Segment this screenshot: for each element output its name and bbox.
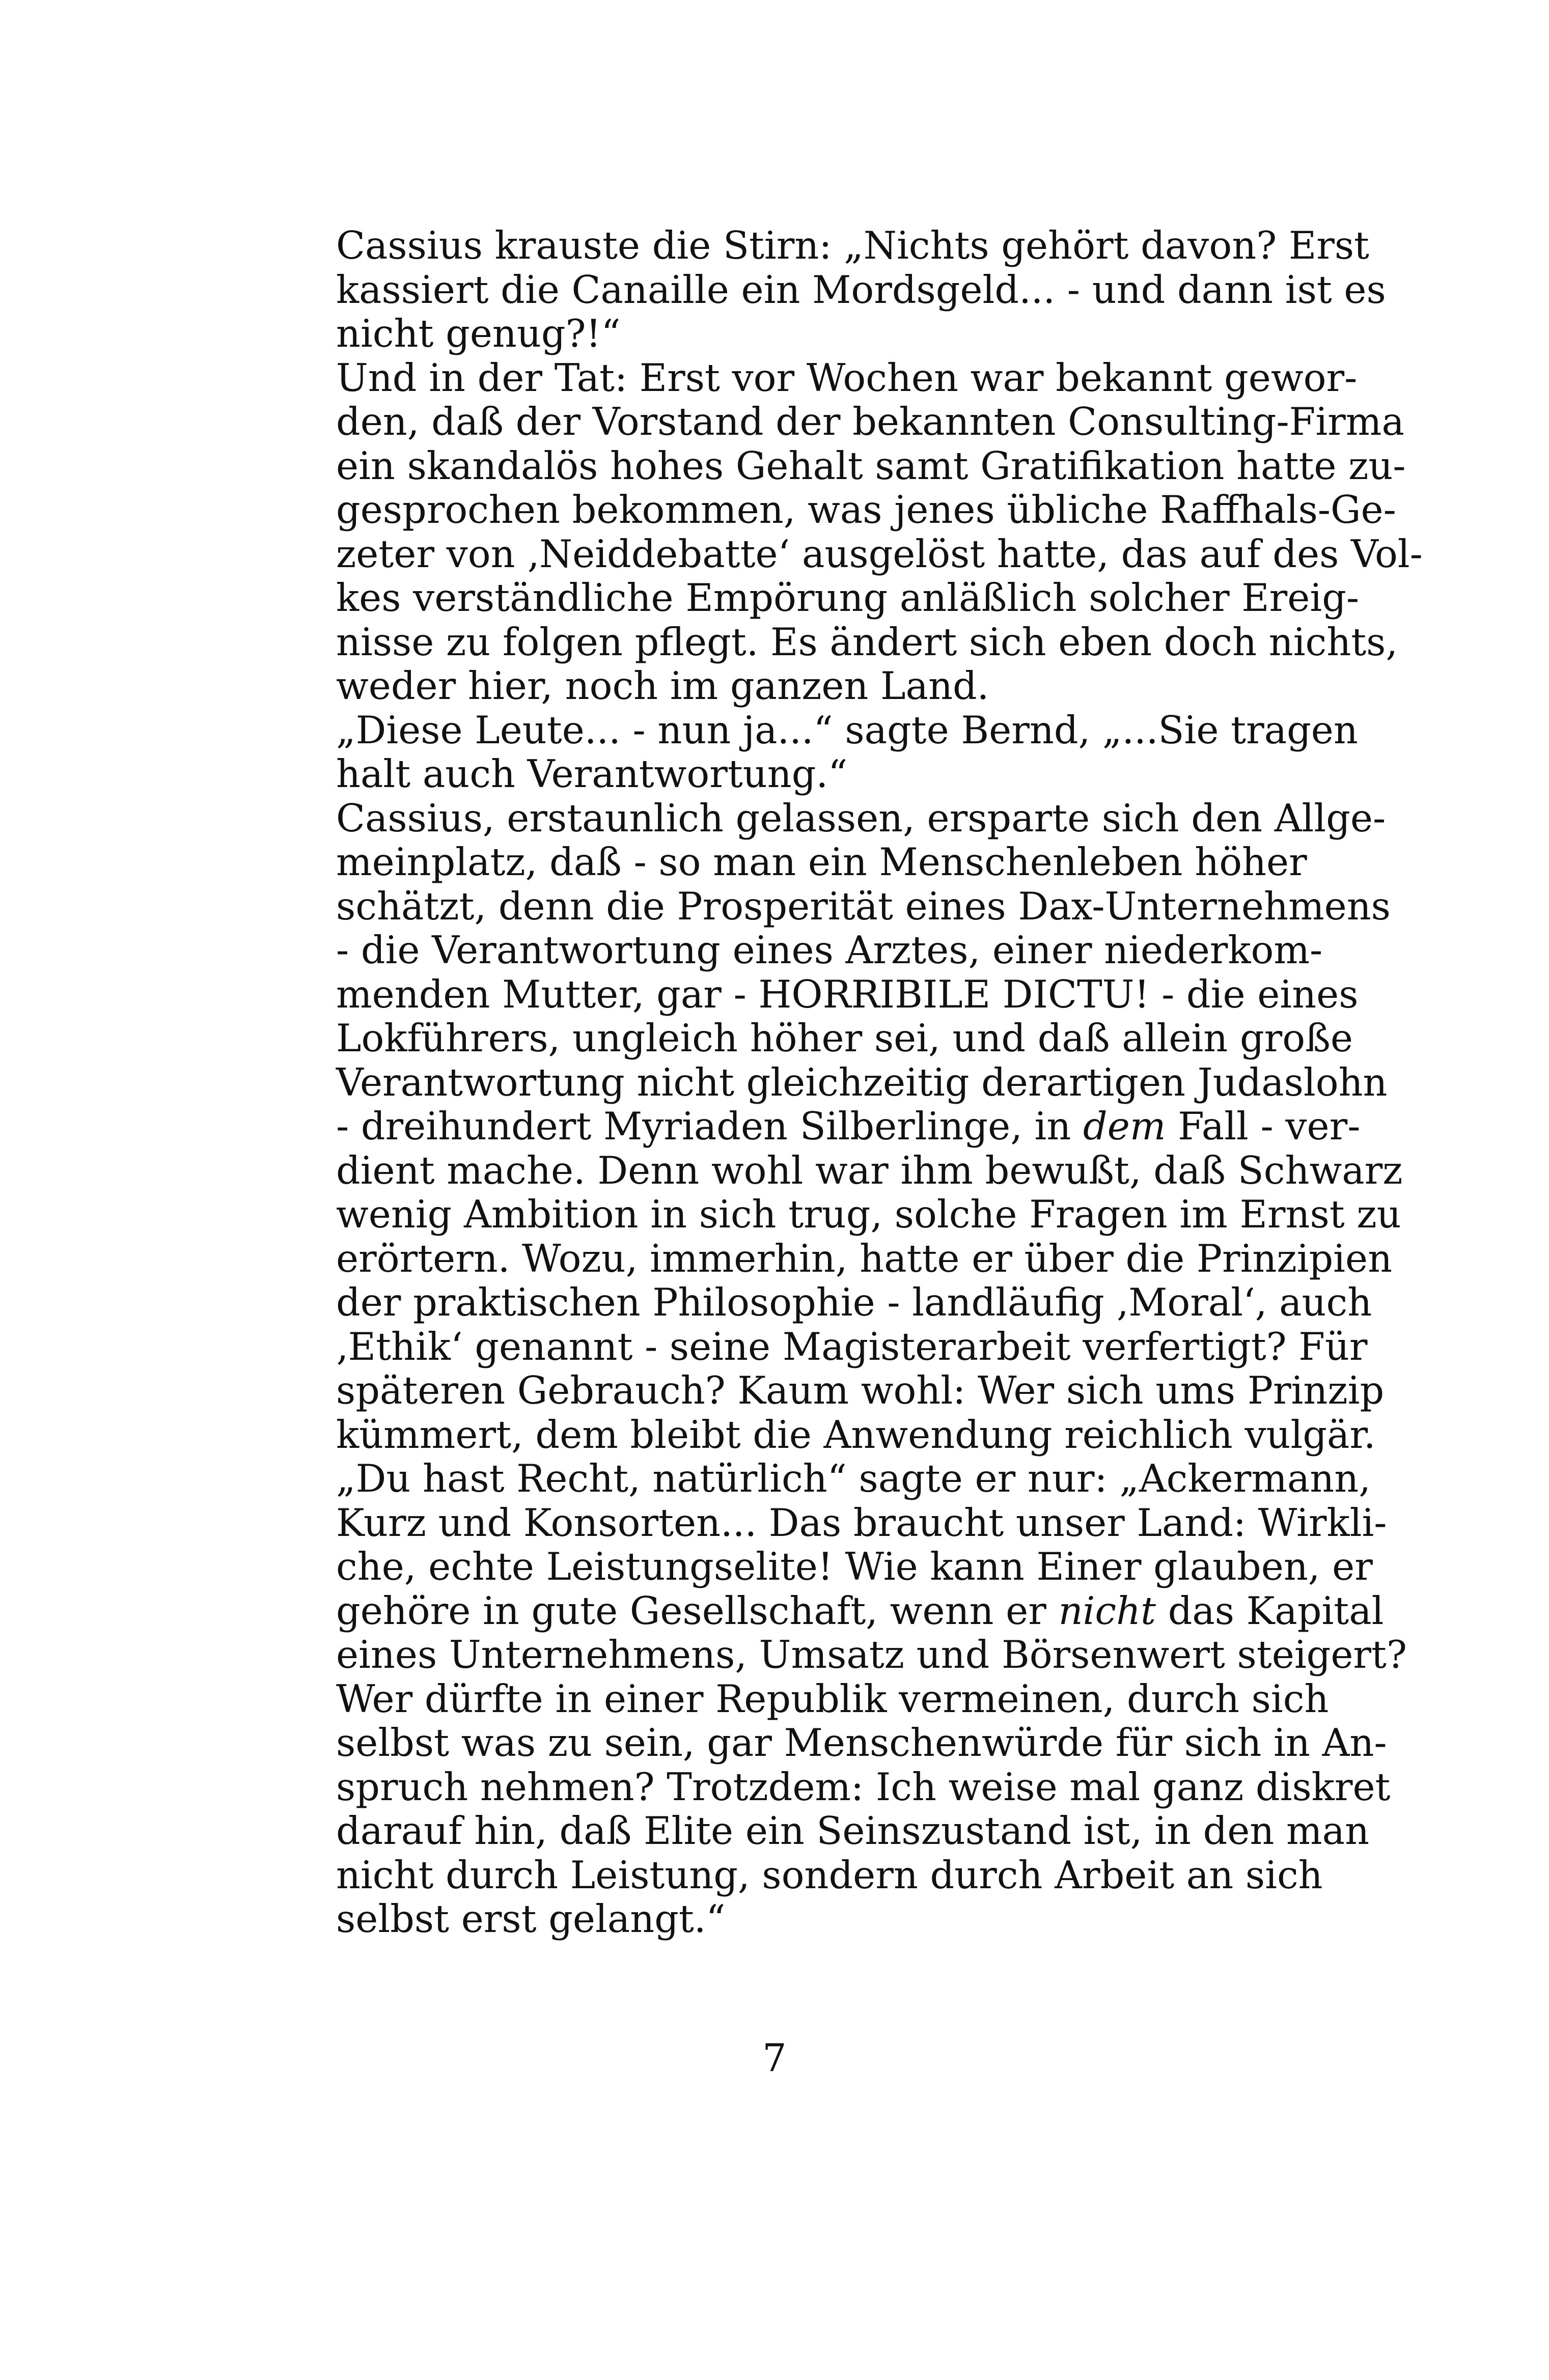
text-line: Wer dürfte in einer Republik vermeinen, durch sich (336, 1676, 1329, 1721)
text-line: menden Mutter, gar - HORRIBILE DICTU! - die eines (336, 972, 1359, 1017)
text-line: Kurz und Konsorten... Das braucht unser Land: Wirkli- (336, 1500, 1387, 1545)
text-line: kümmert, dem bleibt die Anwendung reichlich vulgär. (336, 1412, 1376, 1457)
text-segment: das Kapital (1156, 1588, 1384, 1633)
text-line: wenig Ambition in sich trug, solche Fragen im Ernst zu (336, 1192, 1401, 1237)
italic-emphasis: dem (1083, 1104, 1166, 1149)
text-line (336, 1588, 1384, 1634)
text-line: Und in der Tat: Erst vor Wochen war bekannt gewor- (336, 355, 1358, 400)
text-segment: Fall - ver- (1166, 1104, 1361, 1149)
text-line: halt auch Verantwortung.“ (336, 752, 848, 796)
text-line: späteren Gebrauch? Kaum wohl: Wer sich ums Prinzip (336, 1368, 1385, 1413)
text-line: kassiert die Canaille ein Mordsgeld... - und dann ist es (336, 267, 1386, 312)
text-line: dient mache. Denn wohl war ihm bewußt, daß Schwarz (336, 1148, 1403, 1193)
text-line: den, daß der Vorstand der bekannten Consulting-Firma (336, 400, 1404, 444)
text-line: „Du hast Recht, natürlich“ sagte er nur: „Ackermann, (336, 1457, 1371, 1501)
text-line: spruch nehmen? Trotzdem: Ich weise mal ganz diskret (336, 1765, 1391, 1809)
text-line: ‚Ethik‘ genannt - seine Magisterarbeit verfertigt? Für (336, 1324, 1368, 1369)
text-line: schätzt, denn die Prosperität eines Dax-Unternehmens (336, 884, 1391, 929)
italic-emphasis: nicht (1058, 1588, 1156, 1633)
text-line: der praktischen Philosophie - landläufig ‚Moral‘, auch (336, 1280, 1372, 1325)
text-line: erörtern. Wozu, immerhin, hatte er über die Prinzipien (336, 1236, 1393, 1281)
text-line: selbst was zu sein, gar Menschenwürde für sich in An- (336, 1721, 1387, 1765)
text-line: Verantwortung nicht gleichzeitig derartigen Judaslohn (336, 1060, 1388, 1105)
page-number: 7 (762, 2036, 787, 2080)
text-line: weder hier, noch im ganzen Land. (336, 664, 989, 708)
text-line: che, echte Leistungselite! Wie kann Einer glauben, er (336, 1545, 1373, 1589)
text-line: Cassius krauste die Stirn: „Nichts gehört davon? Erst (336, 223, 1369, 268)
text-line: kes verständliche Empörung anläßlich solcher Ereig- (336, 576, 1360, 620)
text-line: gesprochen bekommen, was jenes übliche Raffhals-Ge- (336, 488, 1396, 532)
text-segment: - dreihundert Myriaden Silberlinge, in (336, 1104, 1084, 1149)
text-line: Lokführers, ungleich höher sei, und daß allein große (336, 1016, 1353, 1060)
text-line: - die Verantwortung eines Arztes, einer niederkom- (336, 928, 1323, 972)
text-line: darauf hin, daß Elite ein Seinszustand ist, in den man (336, 1809, 1370, 1853)
text-line: meinplatz, daß - so man ein Menschenleben höher (336, 840, 1307, 884)
text-line: selbst erst gelangt.“ (336, 1897, 726, 1941)
text-line: zeter von ‚Neiddebatte‘ ausgelöst hatte, das auf des Vol- (336, 531, 1423, 576)
text-line: „Diese Leute... - nun ja...“ sagte Bernd, „...Sie tragen (336, 708, 1358, 752)
text-line: nisse zu folgen pflegt. Es ändert sich eben doch nichts, (336, 620, 1398, 664)
text-line: ein skandalös hohes Gehalt samt Gratifikation hatte zu- (336, 443, 1406, 488)
text-line: nicht genug?!“ (336, 312, 621, 356)
body-text (336, 223, 1423, 1942)
text-segment: gehöre in gute Gesellschaft, wenn er (336, 1588, 1059, 1633)
text-line: nicht durch Leistung, sondern durch Arbeit an sich (336, 1853, 1323, 1897)
text-line (336, 1104, 1361, 1149)
text-line: Cassius, erstaunlich gelassen, ersparte sich den Allge- (336, 796, 1386, 841)
text-line: eines Unternehmens, Umsatz und Börsenwert steigert? (336, 1633, 1407, 1677)
